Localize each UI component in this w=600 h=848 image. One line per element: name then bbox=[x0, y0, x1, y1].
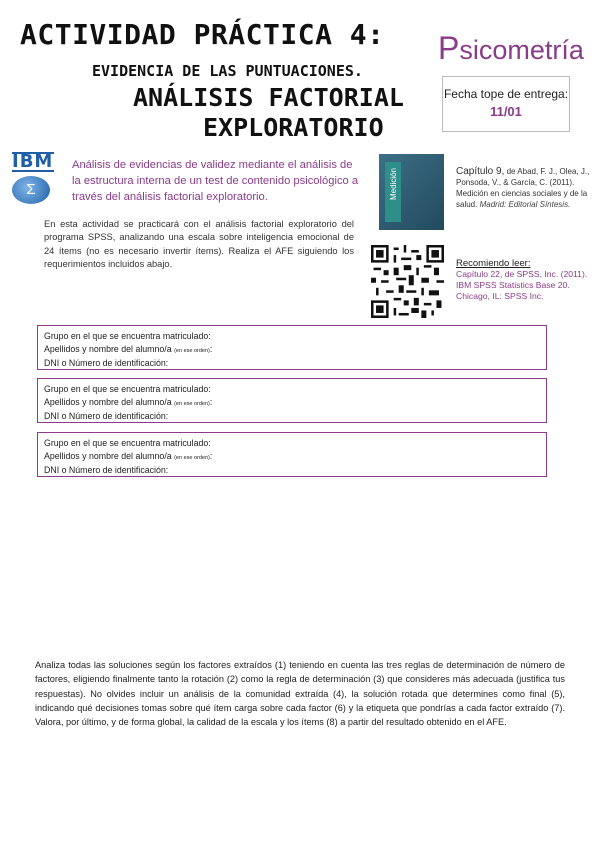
reading-line: Chicago, IL: SPSS Inc. bbox=[456, 291, 544, 301]
name-note: (en ese orden) bbox=[174, 347, 210, 354]
intro-description: En esta actividad se practicará con el análisis factorial exploratorio del programa SPSS, analizando una escala sobre inteligencia emocional de 24 ítems (no es necesario invertir ítems). Realiza el AFE siguiendo los requerimientos incluidos abajo. bbox=[44, 219, 354, 270]
id-field: DNI o Número de identificación: bbox=[44, 465, 169, 475]
intro-summary: Análisis de evidencias de validez mediante el análisis de la estructura interna de un test de contenido psicológico a través del análisis factorial exploratorio. bbox=[72, 159, 359, 203]
qr-code-icon bbox=[371, 245, 444, 318]
name-note: (en ese orden) bbox=[174, 400, 210, 407]
book-reference bbox=[456, 166, 596, 210]
ibm-spss-logo bbox=[12, 152, 62, 204]
id-field: DNI o Número de identificación: bbox=[44, 358, 169, 368]
reference-citation: de Abad, F. J., Olea, J., Ponsoda, V., & García, C. (2011). Medición en ciencias sociales y de la salud. bbox=[456, 167, 590, 209]
subtitle: EVIDENCIA DE LAS PUNTUACIONES. bbox=[92, 62, 363, 80]
group-field: Grupo en el que se encuentra matriculado: bbox=[44, 384, 211, 394]
reading-line: IBM SPSS Statistics Base 20. bbox=[456, 280, 570, 290]
id-field: DNI o Número de identificación: bbox=[44, 411, 169, 421]
group-field: Grupo en el que se encuentra matriculado: bbox=[44, 331, 211, 341]
sigma-icon: Σ bbox=[12, 176, 50, 204]
name-note: (en ese orden) bbox=[174, 454, 210, 461]
brand-logo: Psicometría bbox=[438, 30, 584, 66]
reference-chapter: Capítulo 9, bbox=[456, 166, 505, 177]
student-info-box bbox=[37, 378, 547, 423]
deadline-box bbox=[442, 76, 570, 132]
reading-heading: Recomiendo leer: bbox=[456, 258, 531, 269]
subtitle-line-3: EXPLORATORIO bbox=[203, 113, 384, 142]
book-cover-image bbox=[379, 154, 444, 230]
student-info-box bbox=[37, 432, 547, 477]
deadline-date: 11/01 bbox=[490, 104, 522, 119]
name-field: Apellidos y nombre del alumno/a (en ese orden): bbox=[44, 396, 213, 407]
name-field: Apellidos y nombre del alumno/a (en ese orden): bbox=[44, 343, 213, 354]
name-field: Apellidos y nombre del alumno/a (en ese orden): bbox=[44, 450, 213, 461]
ibm-wordmark: IBM bbox=[12, 151, 54, 172]
task-instructions: Analiza todas las soluciones según los factores extraídos (1) teniendo en cuenta las tres reglas de determinación de número de factores, eligiendo finalmente tanto la rotación (2) como la regla de determinación (3) que consideres más adecuada (justifica tus respuestas). No olvides incluir un análisis de la comunidad extraída (4), la solución rotada que determines como final (5), indicando qué decisiones tomas sobre qué ítem carga sobre cada factor (6) y la etiqueta que pondrías a cada factor extraído (7). Valora, por último, y de forma global, la calidad de la escala y los ítems (8) a partir del resultado obtenido en el AFE. bbox=[35, 660, 565, 728]
recommended-reading bbox=[456, 258, 596, 302]
student-info-box bbox=[37, 325, 547, 370]
reference-publisher: Madrid: Editorial Síntesis. bbox=[479, 200, 571, 209]
page-title: ACTIVIDAD PRÁCTICA 4: bbox=[20, 18, 385, 51]
reading-line: Capítulo 22, de SPSS, Inc. (2011). bbox=[456, 269, 588, 279]
deadline-label: Fecha tope de entrega: bbox=[443, 87, 569, 101]
book-cover-title: Medición bbox=[389, 168, 398, 201]
subtitle-line-2: ANÁLISIS FACTORIAL bbox=[133, 83, 404, 112]
group-field: Grupo en el que se encuentra matriculado: bbox=[44, 438, 211, 448]
